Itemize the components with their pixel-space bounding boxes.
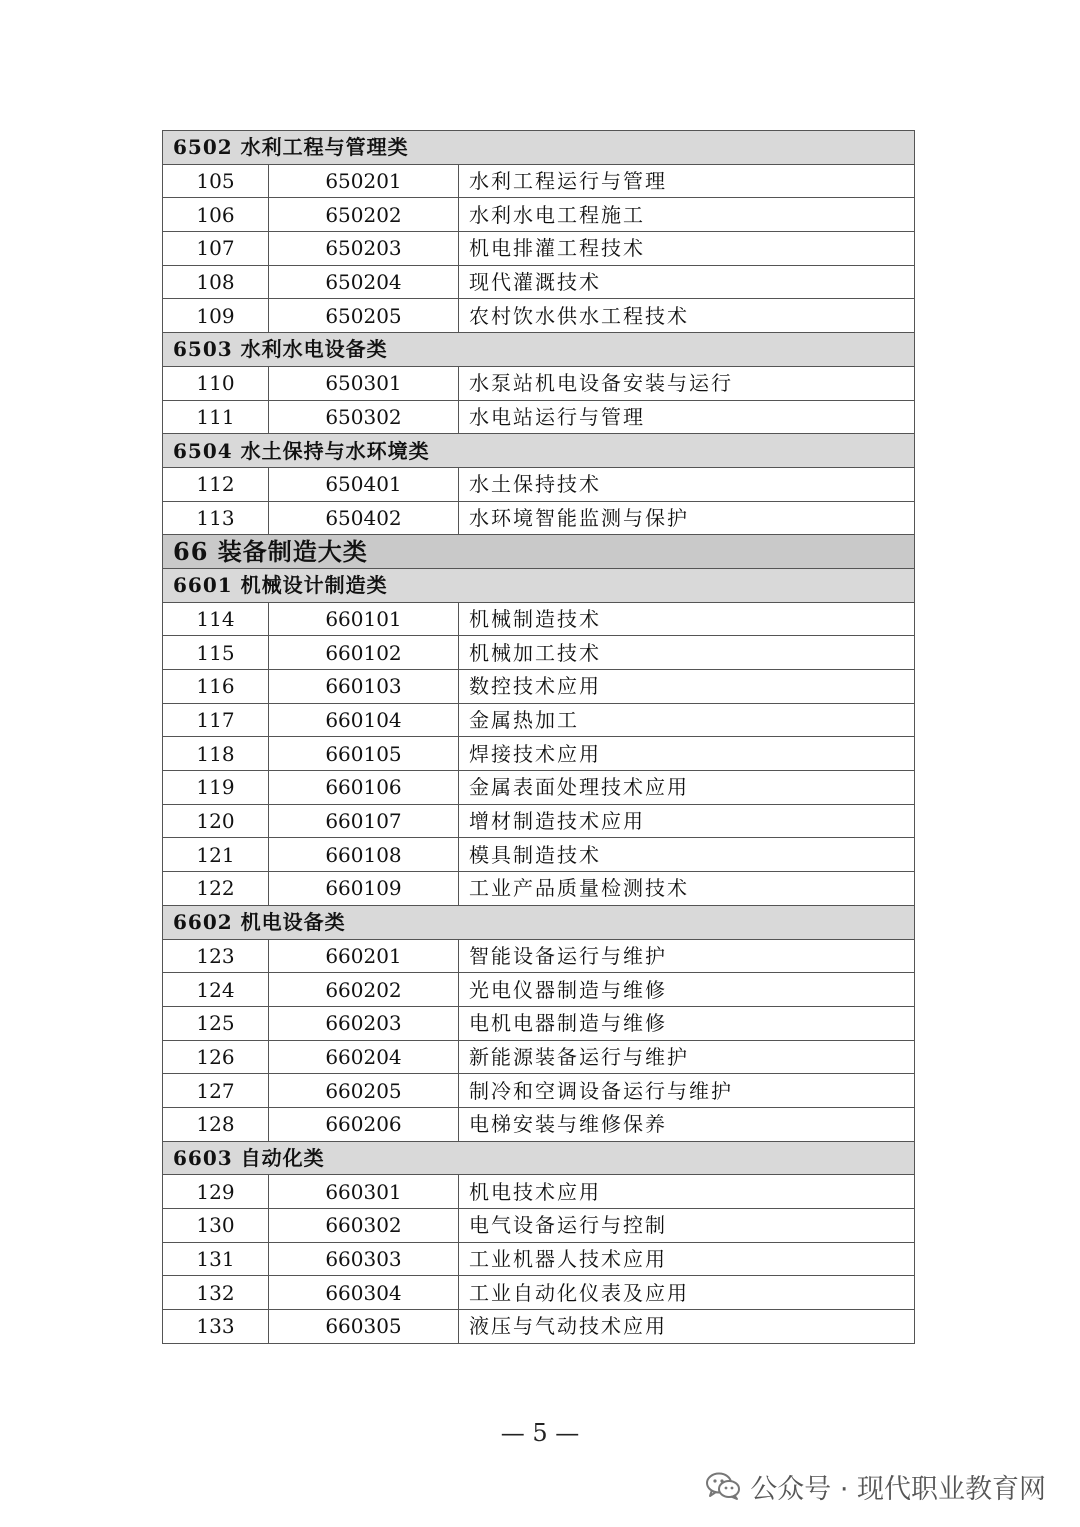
major-name: 液压与气动技术应用: [459, 1310, 915, 1344]
major-code: 650201: [269, 164, 459, 198]
major-catalog-table: [162, 130, 915, 1344]
major-name: 工业产品质量检测技术: [459, 872, 915, 906]
major-name: 机电排灌工程技术: [459, 232, 915, 266]
row-number: 114: [163, 602, 269, 636]
major-name: 水利工程运行与管理: [459, 164, 915, 198]
major-name: 水泵站机电设备安装与运行: [459, 366, 915, 400]
table-row: [163, 771, 915, 805]
major-code: 660104: [269, 703, 459, 737]
major-name: 机械加工技术: [459, 636, 915, 670]
major-code: 650302: [269, 400, 459, 434]
major-name: 水利水电工程施工: [459, 198, 915, 232]
major-code: 660204: [269, 1040, 459, 1074]
major-code: 660305: [269, 1310, 459, 1344]
major-name: 金属热加工: [459, 703, 915, 737]
category-label: 6504 水土保持与水环境类: [163, 434, 915, 468]
major-code: 650301: [269, 366, 459, 400]
major-name: 数控技术应用: [459, 670, 915, 704]
major-name: 工业机器人技术应用: [459, 1242, 915, 1276]
major-code: 650202: [269, 198, 459, 232]
row-number: 124: [163, 973, 269, 1007]
table-row: [163, 602, 915, 636]
major-name: 模具制造技术: [459, 838, 915, 872]
row-number: 107: [163, 232, 269, 266]
row-number: 112: [163, 467, 269, 501]
table-row: [163, 838, 915, 872]
major-name: 机械制造技术: [459, 602, 915, 636]
table-row: [163, 872, 915, 906]
category-label: 6503 水利水电设备类: [163, 333, 915, 367]
table-row: [163, 1107, 915, 1141]
row-number: 123: [163, 939, 269, 973]
major-name: 现代灌溉技术: [459, 265, 915, 299]
row-number: 126: [163, 1040, 269, 1074]
category-label: 6502 水利工程与管理类: [163, 131, 915, 165]
major-name: 智能设备运行与维护: [459, 939, 915, 973]
row-number: 113: [163, 501, 269, 535]
page-number: — 5 —: [500, 1419, 580, 1447]
wechat-icon: [704, 1471, 742, 1501]
row-number: 127: [163, 1074, 269, 1108]
row-number: 133: [163, 1310, 269, 1344]
table-row: [163, 265, 915, 299]
row-number: 116: [163, 670, 269, 704]
row-number: 132: [163, 1276, 269, 1310]
major-name: 农村饮水供水工程技术: [459, 299, 915, 333]
major-name: 制冷和空调设备运行与维护: [459, 1074, 915, 1108]
table-row: [163, 1310, 915, 1344]
major-code: 660303: [269, 1242, 459, 1276]
major-code: 660108: [269, 838, 459, 872]
table-row: [163, 299, 915, 333]
major-name: 电气设备运行与控制: [459, 1209, 915, 1243]
major-code: 660206: [269, 1107, 459, 1141]
major-code: 660201: [269, 939, 459, 973]
major-code: 650402: [269, 501, 459, 535]
major-name: 机电技术应用: [459, 1175, 915, 1209]
row-number: 117: [163, 703, 269, 737]
table-row: [163, 1006, 915, 1040]
row-number: 115: [163, 636, 269, 670]
row-number: 128: [163, 1107, 269, 1141]
major-code: 660101: [269, 602, 459, 636]
table-row: [163, 804, 915, 838]
watermark-text: 公众号 · 现代职业教育网: [750, 1473, 1046, 1505]
major-name: 水环境智能监测与保护: [459, 501, 915, 535]
major-code: 660301: [269, 1175, 459, 1209]
major-code: 660107: [269, 804, 459, 838]
major-code: 660304: [269, 1276, 459, 1310]
major-code: 650401: [269, 467, 459, 501]
major-name: 焊接技术应用: [459, 737, 915, 771]
major-code: 660203: [269, 1006, 459, 1040]
table-row: [163, 636, 915, 670]
major-code: 660202: [269, 973, 459, 1007]
major-code: 660109: [269, 872, 459, 906]
table-row: [163, 670, 915, 704]
row-number: 131: [163, 1242, 269, 1276]
table-row: [163, 501, 915, 535]
major-name: 水土保持技术: [459, 467, 915, 501]
table-row: [163, 366, 915, 400]
row-number: 109: [163, 299, 269, 333]
category-row: [163, 1141, 915, 1175]
row-number: 105: [163, 164, 269, 198]
table-row: [163, 1209, 915, 1243]
table-row: [163, 703, 915, 737]
major-category-label: 66 装备制造大类: [163, 535, 915, 569]
major-category-row: [163, 535, 915, 569]
table-row: [163, 973, 915, 1007]
major-name: 新能源装备运行与维护: [459, 1040, 915, 1074]
major-code: 660302: [269, 1209, 459, 1243]
table-row: [163, 164, 915, 198]
major-code: 660106: [269, 771, 459, 805]
table-body: [163, 131, 915, 1344]
major-name: 电梯安装与维修保养: [459, 1107, 915, 1141]
table-row: [163, 1074, 915, 1108]
major-code: 660102: [269, 636, 459, 670]
category-label: 6603 自动化类: [163, 1141, 915, 1175]
major-code: 660105: [269, 737, 459, 771]
category-row: [163, 434, 915, 468]
row-number: 111: [163, 400, 269, 434]
table-row: [163, 1276, 915, 1310]
major-code: 650203: [269, 232, 459, 266]
major-name: 水电站运行与管理: [459, 400, 915, 434]
category-row: [163, 333, 915, 367]
row-number: 118: [163, 737, 269, 771]
major-code: 660205: [269, 1074, 459, 1108]
row-number: 108: [163, 265, 269, 299]
category-row: [163, 568, 915, 602]
category-row: [163, 131, 915, 165]
major-name: 金属表面处理技术应用: [459, 771, 915, 805]
table-row: [163, 1242, 915, 1276]
table-row: [163, 1040, 915, 1074]
major-name: 电机电器制造与维修: [459, 1006, 915, 1040]
major-code: 650205: [269, 299, 459, 333]
row-number: 120: [163, 804, 269, 838]
table-row: [163, 232, 915, 266]
major-name: 光电仪器制造与维修: [459, 973, 915, 1007]
table-row: [163, 939, 915, 973]
major-name: 工业自动化仪表及应用: [459, 1276, 915, 1310]
category-label: 6601 机械设计制造类: [163, 568, 915, 602]
table-row: [163, 1175, 915, 1209]
table-row: [163, 467, 915, 501]
row-number: 122: [163, 872, 269, 906]
table-row: [163, 737, 915, 771]
row-number: 125: [163, 1006, 269, 1040]
table-row: [163, 400, 915, 434]
table-row: [163, 198, 915, 232]
row-number: 121: [163, 838, 269, 872]
category-label: 6602 机电设备类: [163, 905, 915, 939]
major-code: 660103: [269, 670, 459, 704]
major-name: 增材制造技术应用: [459, 804, 915, 838]
row-number: 129: [163, 1175, 269, 1209]
row-number: 106: [163, 198, 269, 232]
row-number: 110: [163, 366, 269, 400]
category-row: [163, 905, 915, 939]
major-code: 650204: [269, 265, 459, 299]
row-number: 130: [163, 1209, 269, 1243]
watermark: [704, 1466, 1046, 1506]
row-number: 119: [163, 771, 269, 805]
